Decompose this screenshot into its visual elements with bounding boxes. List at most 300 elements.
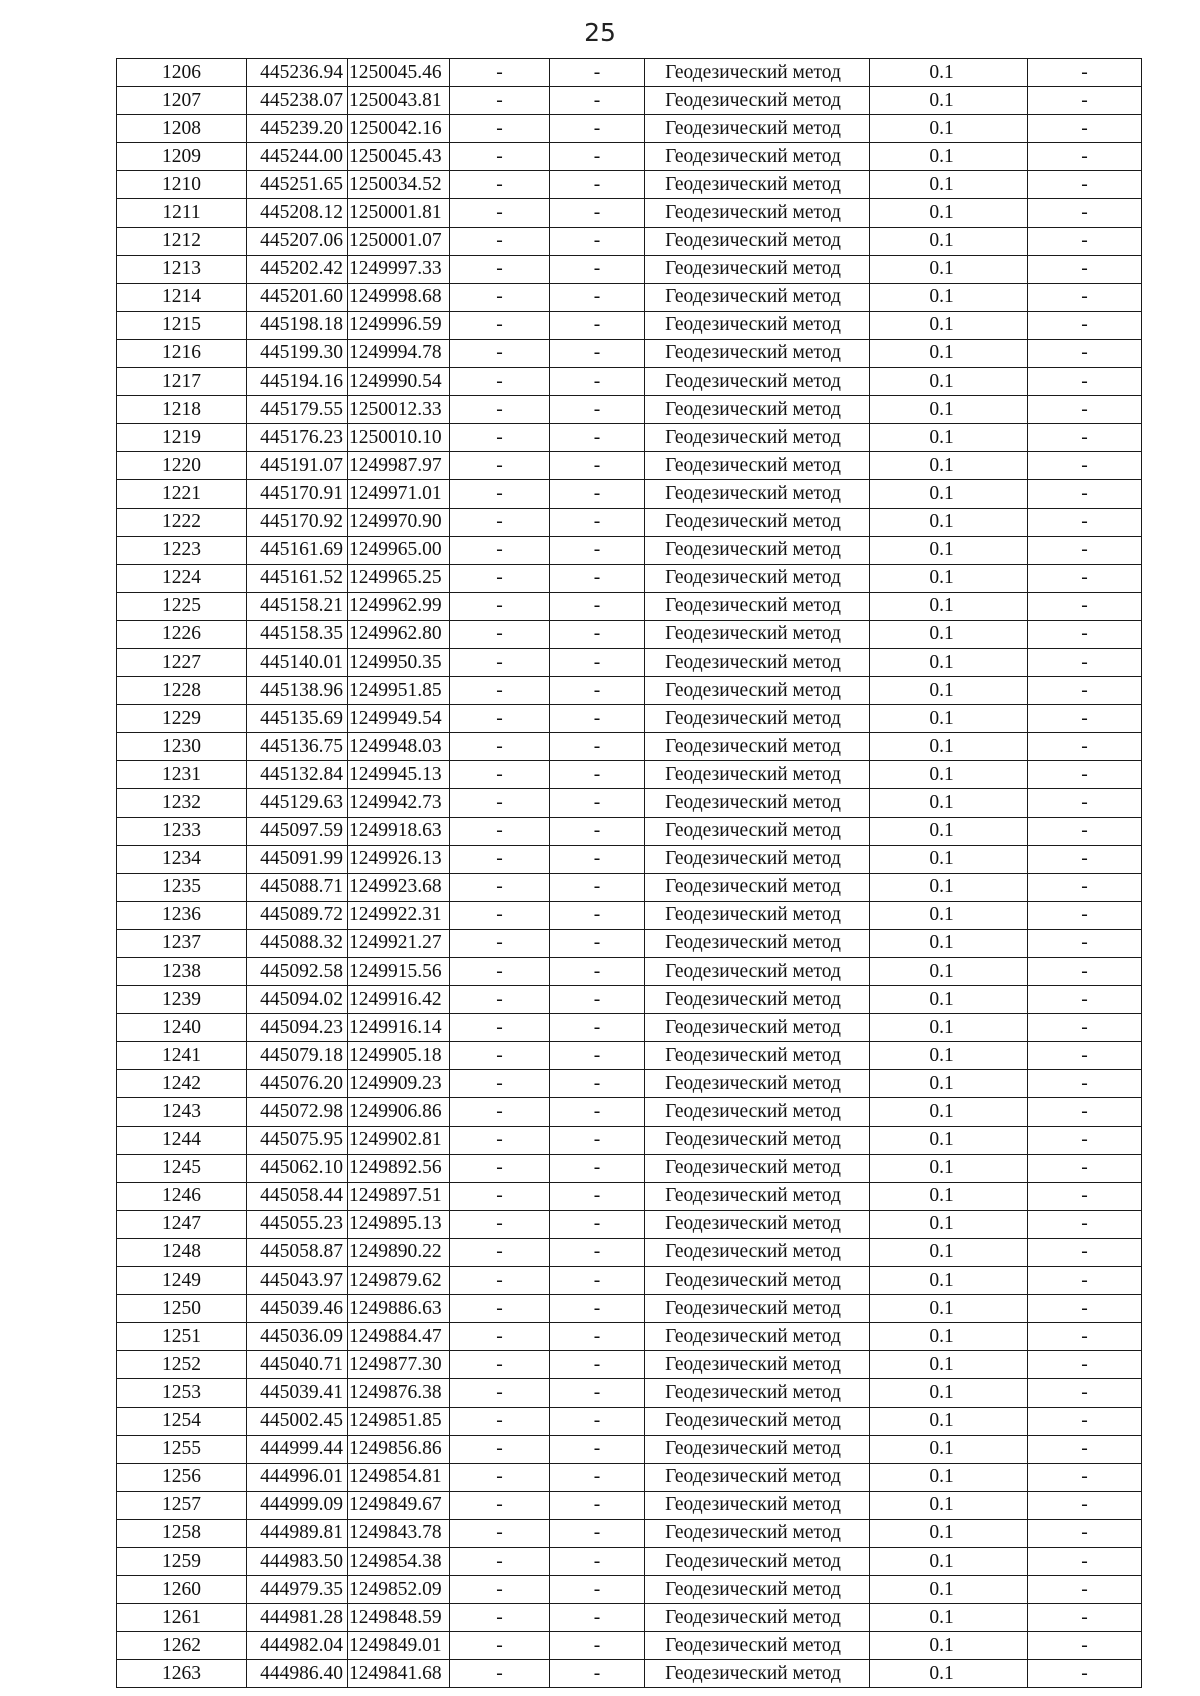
column-8-cell: - bbox=[1028, 255, 1142, 283]
accuracy-cell: 0.1 bbox=[870, 1014, 1028, 1042]
method-cell: Геодезический метод bbox=[645, 227, 870, 255]
x-coordinate-cell: 445072.98 bbox=[247, 1098, 348, 1126]
column-4-cell: - bbox=[450, 677, 550, 705]
column-5-cell: - bbox=[550, 1295, 645, 1323]
column-8-cell: - bbox=[1028, 424, 1142, 452]
column-8-cell: - bbox=[1028, 480, 1142, 508]
column-5-cell: - bbox=[550, 789, 645, 817]
point-number-cell: 1245 bbox=[117, 1154, 247, 1182]
y-coordinate-cell: 1249851.85 bbox=[348, 1407, 450, 1435]
accuracy-cell: 0.1 bbox=[870, 1519, 1028, 1547]
column-5-cell: - bbox=[550, 1323, 645, 1351]
column-8-cell: - bbox=[1028, 1379, 1142, 1407]
x-coordinate-cell: 445040.71 bbox=[247, 1351, 348, 1379]
point-number-cell: 1231 bbox=[117, 761, 247, 789]
point-number-cell: 1215 bbox=[117, 311, 247, 339]
y-coordinate-cell: 1249905.18 bbox=[348, 1042, 450, 1070]
column-8-cell: - bbox=[1028, 227, 1142, 255]
method-cell: Геодезический метод bbox=[645, 1351, 870, 1379]
table-row bbox=[117, 873, 1142, 901]
x-coordinate-cell: 444983.50 bbox=[247, 1547, 348, 1575]
y-coordinate-cell: 1249884.47 bbox=[348, 1323, 450, 1351]
method-cell: Геодезический метод bbox=[645, 283, 870, 311]
column-8-cell: - bbox=[1028, 115, 1142, 143]
y-coordinate-cell: 1249841.68 bbox=[348, 1660, 450, 1688]
column-8-cell: - bbox=[1028, 143, 1142, 171]
x-coordinate-cell: 445191.07 bbox=[247, 452, 348, 480]
page-number: 25 bbox=[584, 18, 616, 47]
column-8-cell: - bbox=[1028, 789, 1142, 817]
y-coordinate-cell: 1249962.99 bbox=[348, 592, 450, 620]
column-5-cell: - bbox=[550, 1070, 645, 1098]
table-row bbox=[117, 1576, 1142, 1604]
table-row bbox=[117, 986, 1142, 1014]
x-coordinate-cell: 445201.60 bbox=[247, 283, 348, 311]
point-number-cell: 1228 bbox=[117, 677, 247, 705]
x-coordinate-cell: 445207.06 bbox=[247, 227, 348, 255]
y-coordinate-cell: 1249942.73 bbox=[348, 789, 450, 817]
point-number-cell: 1225 bbox=[117, 592, 247, 620]
x-coordinate-cell: 445097.59 bbox=[247, 817, 348, 845]
table-row bbox=[117, 1407, 1142, 1435]
table-row bbox=[117, 592, 1142, 620]
column-8-cell: - bbox=[1028, 396, 1142, 424]
column-5-cell: - bbox=[550, 1407, 645, 1435]
method-cell: Геодезический метод bbox=[645, 1154, 870, 1182]
method-cell: Геодезический метод bbox=[645, 255, 870, 283]
table-row bbox=[117, 1351, 1142, 1379]
column-5-cell: - bbox=[550, 1210, 645, 1238]
accuracy-cell: 0.1 bbox=[870, 1070, 1028, 1098]
point-number-cell: 1244 bbox=[117, 1126, 247, 1154]
table-row bbox=[117, 1098, 1142, 1126]
column-5-cell: - bbox=[550, 1491, 645, 1519]
method-cell: Геодезический метод bbox=[645, 143, 870, 171]
column-5-cell: - bbox=[550, 1435, 645, 1463]
point-number-cell: 1252 bbox=[117, 1351, 247, 1379]
accuracy-cell: 0.1 bbox=[870, 648, 1028, 676]
column-8-cell: - bbox=[1028, 452, 1142, 480]
column-4-cell: - bbox=[450, 452, 550, 480]
method-cell: Геодезический метод bbox=[645, 958, 870, 986]
column-5-cell: - bbox=[550, 1098, 645, 1126]
accuracy-cell: 0.1 bbox=[870, 1463, 1028, 1491]
x-coordinate-cell: 444979.35 bbox=[247, 1576, 348, 1604]
column-8-cell: - bbox=[1028, 171, 1142, 199]
column-4-cell: - bbox=[450, 1379, 550, 1407]
x-coordinate-cell: 445092.58 bbox=[247, 958, 348, 986]
point-number-cell: 1260 bbox=[117, 1576, 247, 1604]
accuracy-cell: 0.1 bbox=[870, 199, 1028, 227]
y-coordinate-cell: 1249962.80 bbox=[348, 620, 450, 648]
table-row bbox=[117, 452, 1142, 480]
column-4-cell: - bbox=[450, 255, 550, 283]
column-5-cell: - bbox=[550, 1463, 645, 1491]
method-cell: Геодезический метод bbox=[645, 1238, 870, 1266]
y-coordinate-cell: 1249877.30 bbox=[348, 1351, 450, 1379]
y-coordinate-cell: 1249965.00 bbox=[348, 536, 450, 564]
column-5-cell: - bbox=[550, 368, 645, 396]
column-4-cell: - bbox=[450, 733, 550, 761]
column-4-cell: - bbox=[450, 592, 550, 620]
y-coordinate-cell: 1249849.67 bbox=[348, 1491, 450, 1519]
accuracy-cell: 0.1 bbox=[870, 789, 1028, 817]
table-row bbox=[117, 789, 1142, 817]
column-5-cell: - bbox=[550, 508, 645, 536]
column-8-cell: - bbox=[1028, 761, 1142, 789]
x-coordinate-cell: 445039.46 bbox=[247, 1295, 348, 1323]
method-cell: Геодезический метод bbox=[645, 592, 870, 620]
column-8-cell: - bbox=[1028, 199, 1142, 227]
x-coordinate-cell: 445170.92 bbox=[247, 508, 348, 536]
column-4-cell: - bbox=[450, 199, 550, 227]
column-8-cell: - bbox=[1028, 620, 1142, 648]
y-coordinate-cell: 1249856.86 bbox=[348, 1435, 450, 1463]
point-number-cell: 1232 bbox=[117, 789, 247, 817]
table-row bbox=[117, 536, 1142, 564]
table-row bbox=[117, 1238, 1142, 1266]
column-8-cell: - bbox=[1028, 817, 1142, 845]
column-4-cell: - bbox=[450, 1463, 550, 1491]
accuracy-cell: 0.1 bbox=[870, 620, 1028, 648]
point-number-cell: 1254 bbox=[117, 1407, 247, 1435]
point-number-cell: 1223 bbox=[117, 536, 247, 564]
accuracy-cell: 0.1 bbox=[870, 1660, 1028, 1688]
x-coordinate-cell: 445202.42 bbox=[247, 255, 348, 283]
y-coordinate-cell: 1249965.25 bbox=[348, 564, 450, 592]
table-row bbox=[117, 1463, 1142, 1491]
x-coordinate-cell: 445138.96 bbox=[247, 677, 348, 705]
table-row bbox=[117, 1210, 1142, 1238]
table-row bbox=[117, 368, 1142, 396]
column-5-cell: - bbox=[550, 564, 645, 592]
method-cell: Геодезический метод bbox=[645, 1323, 870, 1351]
column-5-cell: - bbox=[550, 705, 645, 733]
method-cell: Геодезический метод bbox=[645, 761, 870, 789]
accuracy-cell: 0.1 bbox=[870, 1238, 1028, 1266]
accuracy-cell: 0.1 bbox=[870, 283, 1028, 311]
column-4-cell: - bbox=[450, 115, 550, 143]
column-8-cell: - bbox=[1028, 1519, 1142, 1547]
column-8-cell: - bbox=[1028, 592, 1142, 620]
y-coordinate-cell: 1250001.07 bbox=[348, 227, 450, 255]
x-coordinate-cell: 445158.35 bbox=[247, 620, 348, 648]
column-4-cell: - bbox=[450, 87, 550, 115]
column-4-cell: - bbox=[450, 143, 550, 171]
method-cell: Геодезический метод bbox=[645, 873, 870, 901]
table-row bbox=[117, 1042, 1142, 1070]
point-number-cell: 1227 bbox=[117, 648, 247, 676]
column-5-cell: - bbox=[550, 339, 645, 367]
method-cell: Геодезический метод bbox=[645, 845, 870, 873]
y-coordinate-cell: 1249906.86 bbox=[348, 1098, 450, 1126]
column-8-cell: - bbox=[1028, 677, 1142, 705]
column-4-cell: - bbox=[450, 1519, 550, 1547]
point-number-cell: 1234 bbox=[117, 845, 247, 873]
y-coordinate-cell: 1249945.13 bbox=[348, 761, 450, 789]
column-4-cell: - bbox=[450, 227, 550, 255]
y-coordinate-cell: 1249843.78 bbox=[348, 1519, 450, 1547]
y-coordinate-cell: 1249918.63 bbox=[348, 817, 450, 845]
column-4-cell: - bbox=[450, 396, 550, 424]
table-row bbox=[117, 508, 1142, 536]
point-number-cell: 1242 bbox=[117, 1070, 247, 1098]
method-cell: Геодезический метод bbox=[645, 1407, 870, 1435]
column-4-cell: - bbox=[450, 283, 550, 311]
accuracy-cell: 0.1 bbox=[870, 1379, 1028, 1407]
method-cell: Геодезический метод bbox=[645, 677, 870, 705]
table-row bbox=[117, 1379, 1142, 1407]
method-cell: Геодезический метод bbox=[645, 705, 870, 733]
x-coordinate-cell: 445132.84 bbox=[247, 761, 348, 789]
y-coordinate-cell: 1249997.33 bbox=[348, 255, 450, 283]
y-coordinate-cell: 1249970.90 bbox=[348, 508, 450, 536]
column-4-cell: - bbox=[450, 1604, 550, 1632]
method-cell: Геодезический метод bbox=[645, 817, 870, 845]
column-8-cell: - bbox=[1028, 87, 1142, 115]
accuracy-cell: 0.1 bbox=[870, 480, 1028, 508]
method-cell: Геодезический метод bbox=[645, 1660, 870, 1688]
point-number-cell: 1217 bbox=[117, 368, 247, 396]
x-coordinate-cell: 445236.94 bbox=[247, 59, 348, 87]
y-coordinate-cell: 1249994.78 bbox=[348, 339, 450, 367]
column-4-cell: - bbox=[450, 368, 550, 396]
point-number-cell: 1243 bbox=[117, 1098, 247, 1126]
method-cell: Геодезический метод bbox=[645, 1182, 870, 1210]
point-number-cell: 1239 bbox=[117, 986, 247, 1014]
column-8-cell: - bbox=[1028, 733, 1142, 761]
column-4-cell: - bbox=[450, 536, 550, 564]
column-8-cell: - bbox=[1028, 508, 1142, 536]
y-coordinate-cell: 1249895.13 bbox=[348, 1210, 450, 1238]
column-5-cell: - bbox=[550, 1604, 645, 1632]
accuracy-cell: 0.1 bbox=[870, 564, 1028, 592]
y-coordinate-cell: 1249902.81 bbox=[348, 1126, 450, 1154]
column-8-cell: - bbox=[1028, 958, 1142, 986]
x-coordinate-cell: 445158.21 bbox=[247, 592, 348, 620]
column-5-cell: - bbox=[550, 1267, 645, 1295]
column-4-cell: - bbox=[450, 1154, 550, 1182]
method-cell: Геодезический метод bbox=[645, 1604, 870, 1632]
table-row bbox=[117, 227, 1142, 255]
column-5-cell: - bbox=[550, 227, 645, 255]
table-row bbox=[117, 1126, 1142, 1154]
y-coordinate-cell: 1250042.16 bbox=[348, 115, 450, 143]
x-coordinate-cell: 445039.41 bbox=[247, 1379, 348, 1407]
column-4-cell: - bbox=[450, 1014, 550, 1042]
point-number-cell: 1238 bbox=[117, 958, 247, 986]
y-coordinate-cell: 1249916.42 bbox=[348, 986, 450, 1014]
point-number-cell: 1261 bbox=[117, 1604, 247, 1632]
column-5-cell: - bbox=[550, 1351, 645, 1379]
column-8-cell: - bbox=[1028, 283, 1142, 311]
point-number-cell: 1212 bbox=[117, 227, 247, 255]
x-coordinate-cell: 445170.91 bbox=[247, 480, 348, 508]
column-5-cell: - bbox=[550, 1042, 645, 1070]
x-coordinate-cell: 445002.45 bbox=[247, 1407, 348, 1435]
accuracy-cell: 0.1 bbox=[870, 1182, 1028, 1210]
column-4-cell: - bbox=[450, 1407, 550, 1435]
column-4-cell: - bbox=[450, 1126, 550, 1154]
point-number-cell: 1240 bbox=[117, 1014, 247, 1042]
column-4-cell: - bbox=[450, 1491, 550, 1519]
column-5-cell: - bbox=[550, 1379, 645, 1407]
y-coordinate-cell: 1249949.54 bbox=[348, 705, 450, 733]
column-8-cell: - bbox=[1028, 1491, 1142, 1519]
method-cell: Геодезический метод bbox=[645, 424, 870, 452]
method-cell: Геодезический метод bbox=[645, 536, 870, 564]
accuracy-cell: 0.1 bbox=[870, 339, 1028, 367]
accuracy-cell: 0.1 bbox=[870, 1295, 1028, 1323]
column-5-cell: - bbox=[550, 620, 645, 648]
accuracy-cell: 0.1 bbox=[870, 311, 1028, 339]
column-8-cell: - bbox=[1028, 339, 1142, 367]
column-5-cell: - bbox=[550, 929, 645, 957]
y-coordinate-cell: 1249950.35 bbox=[348, 648, 450, 676]
point-number-cell: 1220 bbox=[117, 452, 247, 480]
x-coordinate-cell: 445194.16 bbox=[247, 368, 348, 396]
method-cell: Геодезический метод bbox=[645, 87, 870, 115]
column-8-cell: - bbox=[1028, 901, 1142, 929]
method-cell: Геодезический метод bbox=[645, 1435, 870, 1463]
column-4-cell: - bbox=[450, 339, 550, 367]
table-row bbox=[117, 705, 1142, 733]
x-coordinate-cell: 445251.65 bbox=[247, 171, 348, 199]
accuracy-cell: 0.1 bbox=[870, 1042, 1028, 1070]
x-coordinate-cell: 445239.20 bbox=[247, 115, 348, 143]
column-4-cell: - bbox=[450, 1660, 550, 1688]
x-coordinate-cell: 445094.02 bbox=[247, 986, 348, 1014]
table-row bbox=[117, 1267, 1142, 1295]
table-row bbox=[117, 958, 1142, 986]
column-4-cell: - bbox=[450, 817, 550, 845]
column-4-cell: - bbox=[450, 958, 550, 986]
accuracy-cell: 0.1 bbox=[870, 1576, 1028, 1604]
accuracy-cell: 0.1 bbox=[870, 452, 1028, 480]
column-4-cell: - bbox=[450, 1547, 550, 1575]
accuracy-cell: 0.1 bbox=[870, 986, 1028, 1014]
x-coordinate-cell: 445088.32 bbox=[247, 929, 348, 957]
table-row bbox=[117, 733, 1142, 761]
table-row bbox=[117, 1435, 1142, 1463]
column-8-cell: - bbox=[1028, 1547, 1142, 1575]
column-5-cell: - bbox=[550, 255, 645, 283]
column-8-cell: - bbox=[1028, 1351, 1142, 1379]
column-8-cell: - bbox=[1028, 1042, 1142, 1070]
column-8-cell: - bbox=[1028, 986, 1142, 1014]
column-5-cell: - bbox=[550, 677, 645, 705]
x-coordinate-cell: 445208.12 bbox=[247, 199, 348, 227]
column-5-cell: - bbox=[550, 761, 645, 789]
point-number-cell: 1258 bbox=[117, 1519, 247, 1547]
point-number-cell: 1230 bbox=[117, 733, 247, 761]
point-number-cell: 1219 bbox=[117, 424, 247, 452]
table-row bbox=[117, 1295, 1142, 1323]
column-8-cell: - bbox=[1028, 536, 1142, 564]
column-5-cell: - bbox=[550, 1547, 645, 1575]
column-4-cell: - bbox=[450, 873, 550, 901]
column-8-cell: - bbox=[1028, 1154, 1142, 1182]
method-cell: Геодезический метод bbox=[645, 115, 870, 143]
column-5-cell: - bbox=[550, 1632, 645, 1660]
column-4-cell: - bbox=[450, 59, 550, 87]
method-cell: Геодезический метод bbox=[645, 1519, 870, 1547]
method-cell: Геодезический метод bbox=[645, 901, 870, 929]
table-row bbox=[117, 199, 1142, 227]
point-number-cell: 1229 bbox=[117, 705, 247, 733]
y-coordinate-cell: 1249849.01 bbox=[348, 1632, 450, 1660]
x-coordinate-cell: 445058.87 bbox=[247, 1238, 348, 1266]
table-row bbox=[117, 901, 1142, 929]
accuracy-cell: 0.1 bbox=[870, 958, 1028, 986]
point-number-cell: 1208 bbox=[117, 115, 247, 143]
method-cell: Геодезический метод bbox=[645, 1014, 870, 1042]
x-coordinate-cell: 445089.72 bbox=[247, 901, 348, 929]
column-8-cell: - bbox=[1028, 929, 1142, 957]
point-number-cell: 1209 bbox=[117, 143, 247, 171]
point-number-cell: 1259 bbox=[117, 1547, 247, 1575]
column-4-cell: - bbox=[450, 1238, 550, 1266]
point-number-cell: 1250 bbox=[117, 1295, 247, 1323]
method-cell: Геодезический метод bbox=[645, 789, 870, 817]
column-5-cell: - bbox=[550, 87, 645, 115]
method-cell: Геодезический метод bbox=[645, 1576, 870, 1604]
method-cell: Геодезический метод bbox=[645, 1126, 870, 1154]
column-5-cell: - bbox=[550, 817, 645, 845]
x-coordinate-cell: 445079.18 bbox=[247, 1042, 348, 1070]
accuracy-cell: 0.1 bbox=[870, 1491, 1028, 1519]
column-8-cell: - bbox=[1028, 1182, 1142, 1210]
method-cell: Геодезический метод bbox=[645, 59, 870, 87]
point-number-cell: 1216 bbox=[117, 339, 247, 367]
y-coordinate-cell: 1249916.14 bbox=[348, 1014, 450, 1042]
column-4-cell: - bbox=[450, 1632, 550, 1660]
column-5-cell: - bbox=[550, 1519, 645, 1547]
x-coordinate-cell: 445088.71 bbox=[247, 873, 348, 901]
table-row bbox=[117, 171, 1142, 199]
y-coordinate-cell: 1250034.52 bbox=[348, 171, 450, 199]
point-number-cell: 1246 bbox=[117, 1182, 247, 1210]
point-number-cell: 1257 bbox=[117, 1491, 247, 1519]
point-number-cell: 1263 bbox=[117, 1660, 247, 1688]
method-cell: Геодезический метод bbox=[645, 620, 870, 648]
y-coordinate-cell: 1249852.09 bbox=[348, 1576, 450, 1604]
y-coordinate-cell: 1249922.31 bbox=[348, 901, 450, 929]
accuracy-cell: 0.1 bbox=[870, 901, 1028, 929]
accuracy-cell: 0.1 bbox=[870, 171, 1028, 199]
x-coordinate-cell: 444982.04 bbox=[247, 1632, 348, 1660]
column-4-cell: - bbox=[450, 789, 550, 817]
column-5-cell: - bbox=[550, 901, 645, 929]
column-4-cell: - bbox=[450, 1267, 550, 1295]
column-5-cell: - bbox=[550, 845, 645, 873]
table-row bbox=[117, 564, 1142, 592]
column-5-cell: - bbox=[550, 1014, 645, 1042]
x-coordinate-cell: 445094.23 bbox=[247, 1014, 348, 1042]
column-8-cell: - bbox=[1028, 1435, 1142, 1463]
table-row bbox=[117, 1070, 1142, 1098]
x-coordinate-cell: 445062.10 bbox=[247, 1154, 348, 1182]
method-cell: Геодезический метод bbox=[645, 311, 870, 339]
method-cell: Геодезический метод bbox=[645, 1098, 870, 1126]
accuracy-cell: 0.1 bbox=[870, 255, 1028, 283]
method-cell: Геодезический метод bbox=[645, 733, 870, 761]
column-5-cell: - bbox=[550, 958, 645, 986]
column-5-cell: - bbox=[550, 59, 645, 87]
point-number-cell: 1241 bbox=[117, 1042, 247, 1070]
method-cell: Геодезический метод bbox=[645, 1210, 870, 1238]
y-coordinate-cell: 1249854.38 bbox=[348, 1547, 450, 1575]
